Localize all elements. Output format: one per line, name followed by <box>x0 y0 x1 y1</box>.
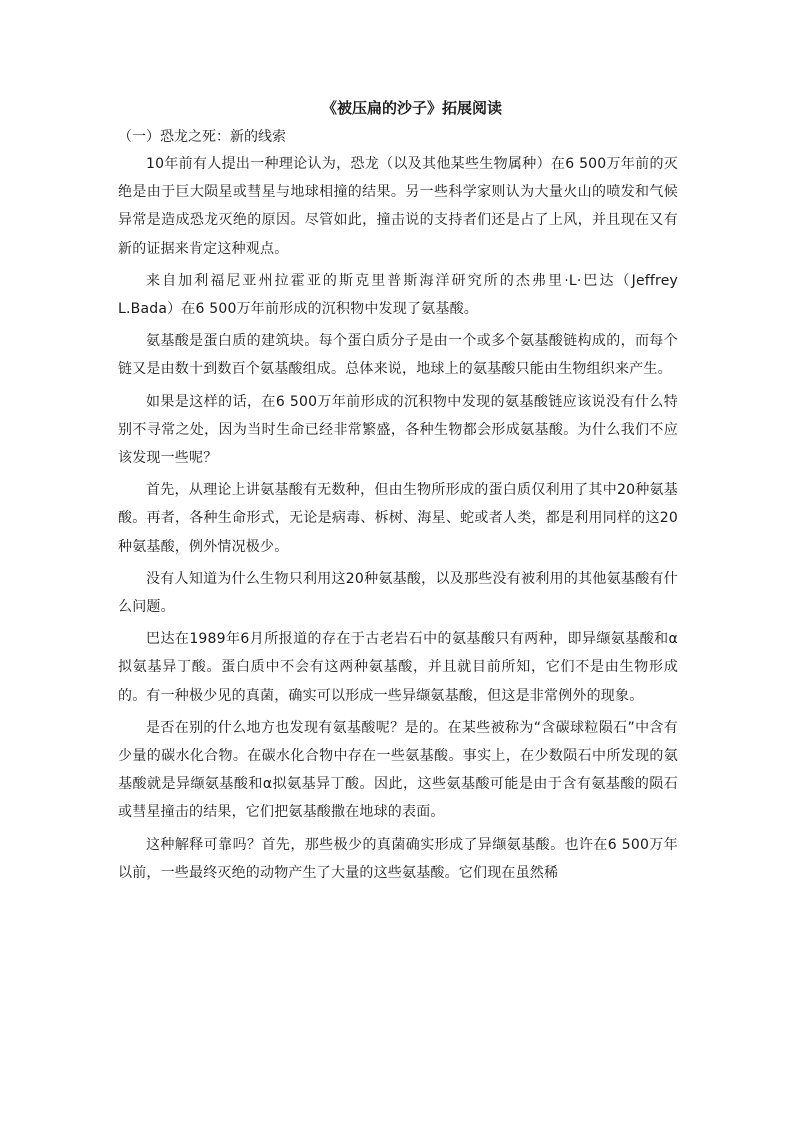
paragraph: 氨基酸是蛋白质的建筑块。每个蛋白质分子是由一个或多个氨基酸链构成的，而每个链又是由数十到数百个氨基酸组成。总体来说，地球上的氨基酸只能由生物组织来产生。 <box>118 333 678 378</box>
paragraph: 如果是这样的话，在6 500万年前形成的沉积物中发现的氨基酸链应该说没有什么特别不寻常之处，因为当时生命已经非常繁盛，各种生物都会形成氨基酸。为什么我们不应该发现一些呢？ <box>118 393 678 467</box>
document-page <box>118 96 678 891</box>
paragraph: 首先，从理论上讲氨基酸有无数种，但由生物所形成的蛋白质仅利用了其中20种氨基酸。再者，各种生命形式，无论是病毒、柝树、海星、蛇或者人类，都是利用同样的这20种氨基酸，例外情况极少。 <box>118 482 678 555</box>
document-title: 《被压扁的沙子》拓展阅读 <box>321 99 502 117</box>
paragraph: 来自加利福尼亚州拉霍亚的斯克里普斯海洋研究所的杰弗里·L·巴达（Jeffrey L.Bada）在6 500万年前形成的沉积物中发现了氨基酸。 <box>118 272 678 318</box>
paragraph: 巴达在1989年6月所报道的存在于古老岩石中的氨基酸只有两种，即异缬氨基酸和α拟氨基异丁酸。蛋白质中不会有这两种氨基酸，并且就目前所知，它们不是由生物形成的。有一种极少见的真菌，确实可以形成一些异缬氨基酸，但这是非常例外的现象。 <box>118 631 678 704</box>
paragraph: 10年前有人提出一种理论认为，恐龙（以及其他某些生物属种）在6 500万年前的灭绝是由于巨大陨星或彗星与地球相撞的结果。另一些科学家则认为大量火山的喷发和气候异常是造成恐龙灭绝的原因。尽管如此，撞击说的支持者们还是占了上风，并且现在又有新的证据来肯定这种观点。 <box>118 156 678 257</box>
paragraph: 这种解释可靠吗？首先，那些极少的真菌确实形成了异缬氨基酸。也许在6 500万年以前，一些最终灭绝的动物产生了大量的这些氨基酸。它们现在虽然稀 <box>118 836 678 881</box>
paragraph: 是否在别的什么地方也发现有氨基酸呢？是的。在某些被称为“含碳球粒陨石”中含有少量的碳水化合物。在碳水化合物中存在一些氨基酸。事实上，在少数陨石中所发现的氨基酸就是异缬氨基酸和α拟氨基异丁酸。因此，这些氨基酸可能是由于含有氨基酸的陨石或彗星撞击的结果，它们把氨基酸撒在地球的表面。 <box>118 719 678 821</box>
section-heading: （一）恐龙之死：新的线索 <box>118 129 286 145</box>
paragraph: 没有人知道为什么生物只利用这20种氨基酸，以及那些没有被利用的其他氨基酸有什么问题。 <box>118 570 678 616</box>
